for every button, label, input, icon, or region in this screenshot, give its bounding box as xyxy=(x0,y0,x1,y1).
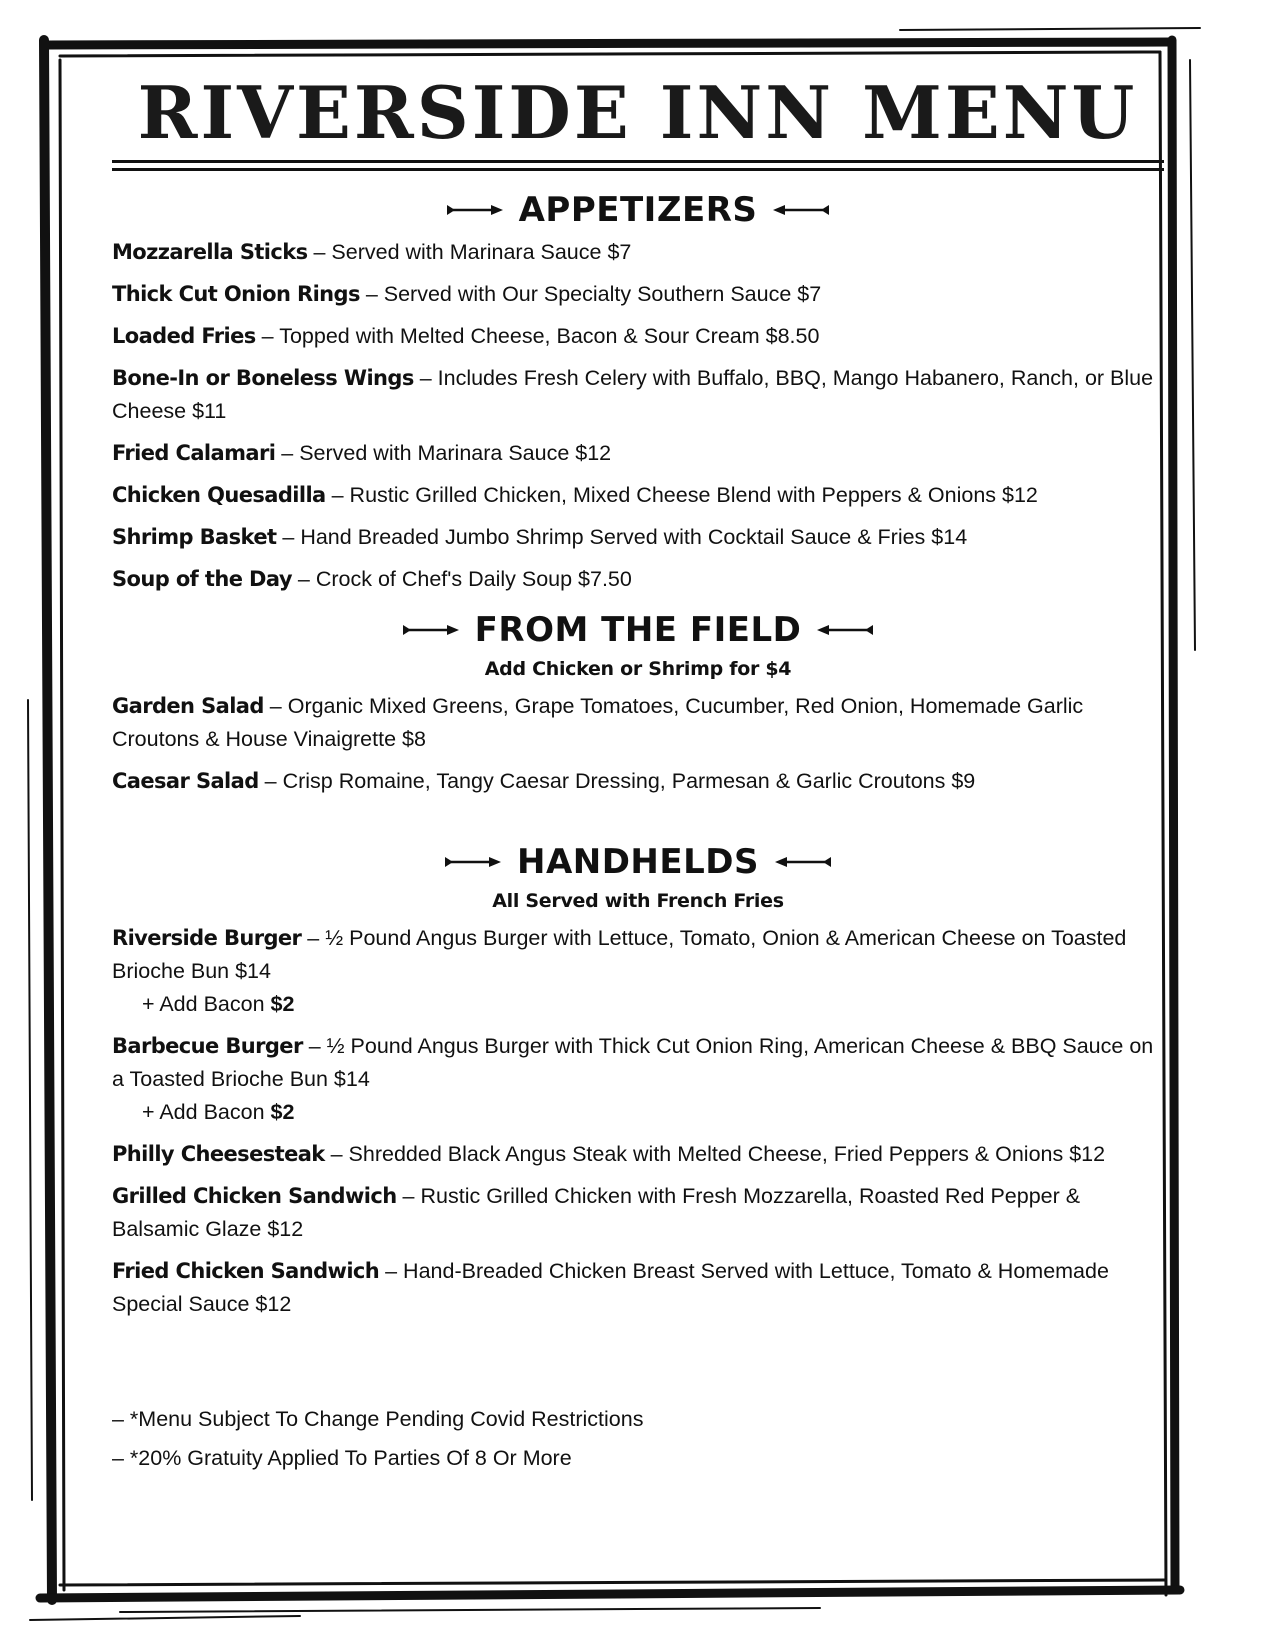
arrow-left-icon xyxy=(771,202,831,218)
arrow-left-icon xyxy=(773,854,833,870)
item-name: Caesar Salad xyxy=(112,769,259,793)
item-name: Loaded Fries xyxy=(112,324,256,348)
menu-item xyxy=(112,690,1164,756)
menu-item xyxy=(112,278,1164,311)
menu-title: RIVERSIDE INN MENU xyxy=(137,70,1138,155)
section-heading-label: HANDHELDS xyxy=(516,842,759,882)
item-description: – Includes Fresh Celery with Buffalo, BBQ, Mango Habanero, Ranch, or Blue Cheese $11 xyxy=(112,366,1154,423)
arrow-left-icon xyxy=(815,622,875,638)
item-description: – Crock of Chef's Daily Soup $7.50 xyxy=(291,567,632,591)
item-description: – Hand-Breaded Chicken Breast Served with Lettuce, Tomato & Homemade Special Sauce $12 xyxy=(112,1259,1109,1316)
menu-item xyxy=(112,236,1164,269)
menu-item xyxy=(112,1138,1164,1171)
arrow-right-icon xyxy=(443,854,503,870)
section-handhelds xyxy=(112,840,1164,1330)
item-name: Philly Cheesesteak xyxy=(112,1142,325,1166)
section-heading xyxy=(112,188,1164,232)
addon-price: $2 xyxy=(270,992,295,1016)
item-name: Bone-In or Boneless Wings xyxy=(112,366,414,390)
section-heading xyxy=(112,840,1164,884)
arrow-right-icon xyxy=(445,202,505,218)
menu-item xyxy=(112,479,1164,512)
menu-item xyxy=(112,320,1164,353)
section-subheading: All Served with French Fries xyxy=(492,890,784,912)
item-name: Mozzarella Sticks xyxy=(112,240,308,264)
section-from-the-field xyxy=(112,608,1164,807)
item-description: – Served with Marinara Sauce $12 xyxy=(275,441,612,465)
title-rule-bottom xyxy=(112,168,1164,171)
menu-item xyxy=(112,922,1164,1021)
item-description: – Rustic Grilled Chicken with Fresh Mozzarella, Roasted Red Pepper & Balsamic Glaze $12 xyxy=(112,1184,1081,1241)
menu-item xyxy=(112,1255,1164,1321)
item-description: – ½ Pound Angus Burger with Lettuce, Tomato, Onion & American Cheese on Toasted Brioche Bun $14 xyxy=(112,926,1127,983)
item-name: Fried Calamari xyxy=(112,441,276,465)
arrow-right-icon xyxy=(401,622,461,638)
addon-label: + Add Bacon xyxy=(142,992,271,1016)
item-name: Shrimp Basket xyxy=(112,525,277,549)
menu-notes xyxy=(112,1400,1164,1478)
menu-item xyxy=(112,437,1164,470)
item-description: – Organic Mixed Greens, Grape Tomatoes, Cucumber, Red Onion, Homemade Garlic Croutons & House Vinaigrette $8 xyxy=(112,694,1084,751)
section-appetizers xyxy=(112,188,1164,605)
item-addon xyxy=(112,1096,1164,1129)
menu-item xyxy=(112,521,1164,554)
menu-item xyxy=(112,1030,1164,1129)
item-name: Soup of the Day xyxy=(112,567,292,591)
note-covid: – *Menu Subject To Change Pending Covid Restrictions xyxy=(112,1407,644,1431)
section-subheading: Add Chicken or Shrimp for $4 xyxy=(484,658,792,680)
item-description: – Rustic Grilled Chicken, Mixed Cheese Blend with Peppers & Onions $12 xyxy=(325,483,1038,507)
item-description: – Served with Marinara Sauce $7 xyxy=(307,240,632,264)
note-gratuity: – *20% Gratuity Applied To Parties Of 8 Or More xyxy=(112,1446,572,1470)
item-description: – ½ Pound Angus Burger with Thick Cut Onion Ring, American Cheese & BBQ Sauce on a Toasted Brioche Bun $14 xyxy=(112,1034,1154,1091)
addon-label: + Add Bacon xyxy=(142,1100,271,1124)
item-description: – Served with Our Specialty Southern Sauce $7 xyxy=(359,282,822,306)
item-name: Garden Salad xyxy=(112,694,264,718)
menu-item xyxy=(112,765,1164,798)
addon-price: $2 xyxy=(270,1100,295,1124)
item-name: Fried Chicken Sandwich xyxy=(112,1259,380,1283)
item-name: Grilled Chicken Sandwich xyxy=(112,1184,397,1208)
item-description: – Topped with Melted Cheese, Bacon & Sour Cream $8.50 xyxy=(255,324,820,348)
menu-item xyxy=(112,1180,1164,1246)
section-heading xyxy=(112,608,1164,652)
item-description: – Crisp Romaine, Tangy Caesar Dressing, Parmesan & Garlic Croutons $9 xyxy=(258,769,976,793)
menu-item xyxy=(112,563,1164,596)
item-name: Riverside Burger xyxy=(112,926,302,950)
item-name: Chicken Quesadilla xyxy=(112,483,326,507)
section-heading-label: APPETIZERS xyxy=(518,190,758,230)
section-heading-label: FROM THE FIELD xyxy=(474,610,802,650)
title-rule-top xyxy=(112,160,1164,163)
item-description: – Hand Breaded Jumbo Shrimp Served with Cocktail Sauce & Fries $14 xyxy=(276,525,968,549)
item-name: Thick Cut Onion Rings xyxy=(112,282,360,306)
item-addon xyxy=(112,988,1164,1021)
menu-item xyxy=(112,362,1164,428)
item-description: – Shredded Black Angus Steak with Melted Cheese, Fried Peppers & Onions $12 xyxy=(324,1142,1106,1166)
item-name: Barbecue Burger xyxy=(112,1034,303,1058)
